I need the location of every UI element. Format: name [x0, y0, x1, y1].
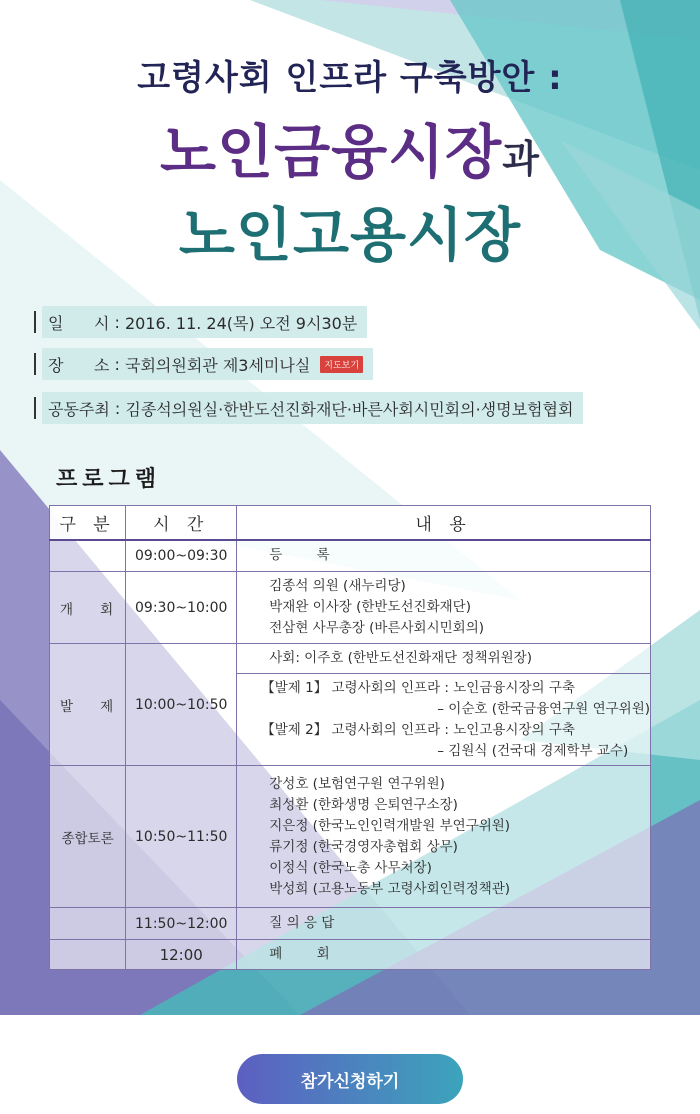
row-time: 11:50~12:00: [126, 908, 237, 940]
host-label: 공동주최: [48, 399, 110, 419]
info-host: 공동주최 : 김종석의원실·한반도선진화재단·바른사회시민회의·생명보험협회: [34, 392, 583, 424]
panelist-line: 최성환 (한화생명 은퇴연구소장): [269, 796, 458, 813]
row-content: 질 의 응 답: [237, 908, 651, 940]
program-table: [49, 505, 651, 970]
table-row: [50, 644, 651, 674]
info-bar: [34, 311, 36, 333]
row-content: [237, 674, 651, 766]
title-line-3: 노인고용시장: [178, 201, 522, 269]
info-bar: [34, 353, 36, 375]
venue-label: 장 소: [48, 355, 110, 375]
row-category: [50, 540, 126, 572]
row-category: 개 회: [50, 572, 126, 644]
speaker-line: 박재완 이사장 (한반도선진화재단): [269, 599, 471, 615]
header-content: 내 용: [237, 506, 651, 540]
table-row: [50, 540, 651, 572]
speaker-line: 김종석 의원 (새누리당): [269, 578, 406, 594]
venue-value: 국회의원회관 제3세미나실: [125, 355, 311, 375]
row-category: [50, 940, 126, 970]
table-row: [50, 940, 651, 970]
row-content: [237, 572, 651, 644]
panelist-line: 지은정 (한국노인인력개발원 부연구위원): [269, 817, 511, 834]
panelist-line: 박성희 (고용노동부 고령사회인력정책관): [269, 880, 511, 897]
title-line-1: 고령사회 인프라 구축방안 :: [137, 58, 563, 98]
row-content: 등 록: [237, 540, 651, 572]
title-line-2-main: 노인금융시장: [160, 118, 503, 186]
row-content: [237, 766, 651, 908]
talk-1-title: 【발제 1】 고령사회의 인프라 : 노인금융시장의 구축: [261, 679, 575, 696]
row-category: [50, 908, 126, 940]
row-time: 10:50~11:50: [126, 766, 237, 908]
row-category: 종합토론: [50, 766, 126, 908]
row-category: 발 제: [50, 644, 126, 766]
info-date: 일 시 : 2016. 11. 24(목) 오전 9시30분: [34, 306, 367, 338]
table-row: [50, 766, 651, 908]
talk-1-speaker: – 이순호 (한국금융연구원 연구위원): [437, 700, 650, 717]
header-time: 시 간: [126, 506, 237, 540]
info-venue: 장 소 : 국회의원회관 제3세미나실 지도보기: [34, 348, 373, 380]
talk-2-speaker: – 김원식 (건국대 경제학부 교수): [437, 742, 629, 759]
panelist-line: 이정식 (한국노총 사무처장): [269, 859, 432, 876]
row-time: 10:00~10:50: [126, 644, 237, 766]
date-label: 일 시: [48, 313, 110, 333]
info-bar: [34, 397, 36, 419]
date-value: 2016. 11. 24(목) 오전 9시30분: [125, 313, 358, 333]
row-content: 폐 회: [237, 940, 651, 970]
header-category: 구 분: [50, 506, 126, 540]
panelist-line: 강성호 (보험연구원 연구위원): [269, 775, 445, 792]
map-view-button[interactable]: 지도보기: [320, 356, 363, 373]
program-title: 프로그램: [56, 467, 162, 492]
host-value: 김종석의원실·한반도선진화재단·바른사회시민회의·생명보험협회: [125, 399, 574, 419]
speaker-line: 전삼현 사무총장 (바른사회시민회의): [269, 620, 484, 636]
table-row: [50, 908, 651, 940]
table-header-row: [50, 506, 651, 540]
title-line-2: [0, 105, 700, 189]
panelist-line: 류기정 (한국경영자총협회 상무): [269, 838, 458, 855]
moderator-line: 사회: 이주호 (한반도선진화재단 정책위원장): [237, 644, 651, 674]
talk-2-title: 【발제 2】 고령사회의 인프라 : 노인고용시장의 구축: [261, 721, 575, 738]
row-time: 09:30~10:00: [126, 572, 237, 644]
apply-button[interactable]: 참가신청하기: [237, 1054, 463, 1104]
table-row: [50, 572, 651, 644]
row-time: 09:00~09:30: [126, 540, 237, 572]
row-time: 12:00: [126, 940, 237, 970]
title-line-2-suffix: 과: [502, 137, 540, 181]
